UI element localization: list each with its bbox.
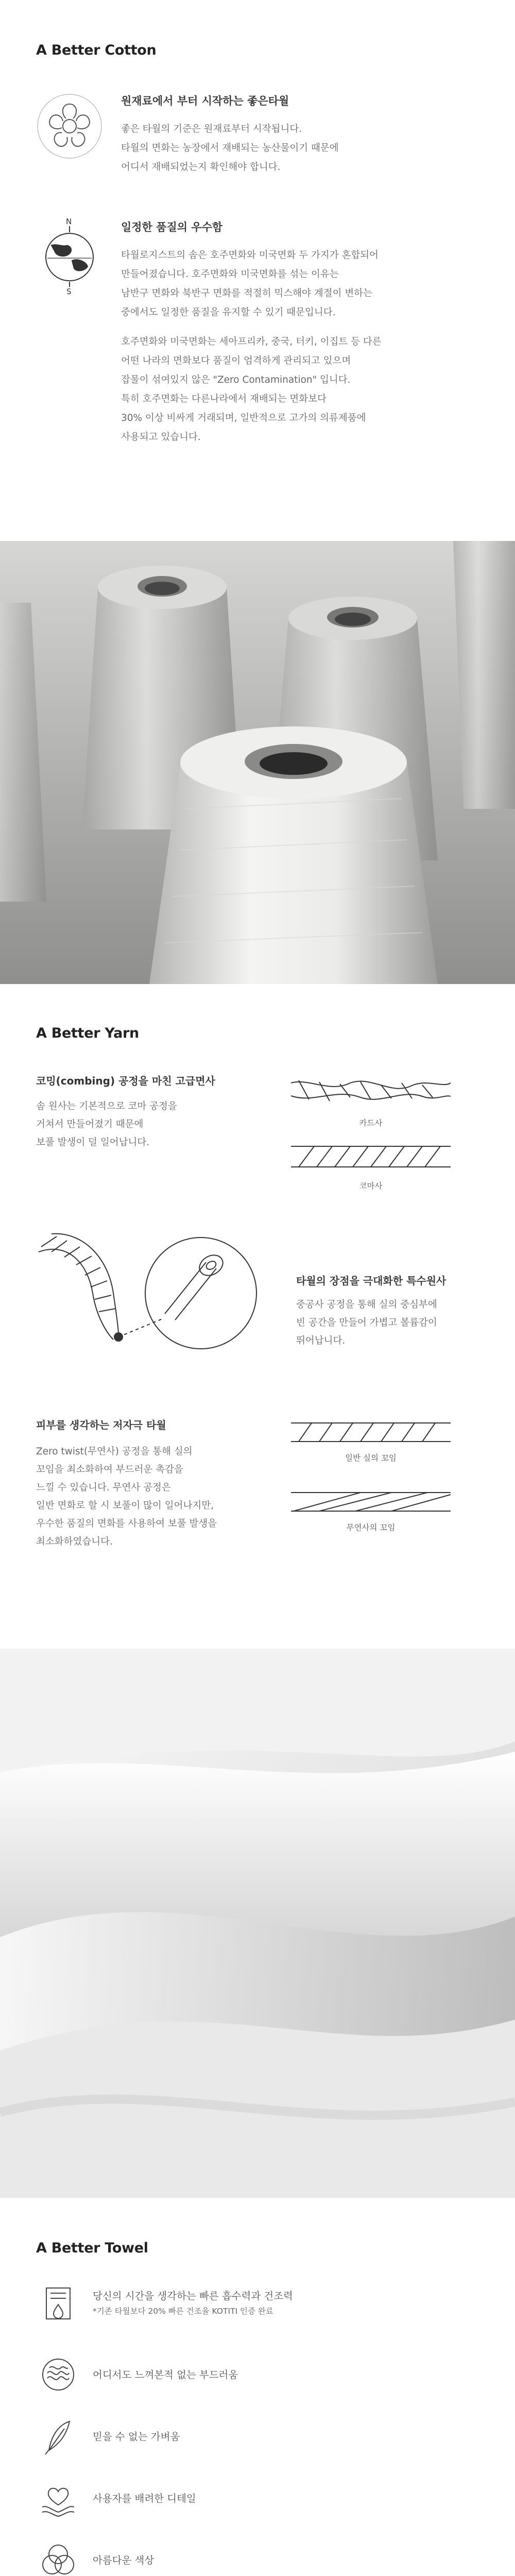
combing-body: 솜 원사는 기본적으로 코마 공정을 거쳐서 만들어졌기 때문에 보풀 발생이 덜 일어납니다. (36, 1101, 177, 1148)
hollow-yarn-body: 중공사 공정을 통해 실의 중심부에 빈 공간을 만들어 가볍고 볼륨감이 뛰어납니다. (296, 1299, 437, 1346)
carded-yarn-label: 카드사 (359, 1118, 383, 1128)
zero-twist-illustration (288, 1486, 453, 1543)
combing-heading: 코밍(combing) 공정을 마친 고급면사 (36, 1075, 215, 1087)
yarn-cones-photo (0, 541, 515, 984)
color-circles-icon (36, 2538, 80, 2576)
towel-feature-title: 당신의 시간을 생각하는 빠른 흡수력과 건조력 (93, 2290, 293, 2302)
towel-section (0, 2198, 515, 2576)
yarn-section (0, 984, 515, 1649)
consistent-quality-heading: 일정한 품질의 우수함 (121, 221, 223, 233)
raw-material-heading: 원재료에서 부터 시작하는 좋은타월 (121, 95, 289, 107)
towel-photo (0, 1649, 515, 2198)
raw-material-body: 좋은 타월의 기준은 원재료부터 시작됩니다. 타월의 면화는 농장에서 재배되는 농산물이기 때문에 어디서 재배되었는지 확인해야 합니다. (121, 124, 339, 173)
combed-yarn-label: 코마사 (359, 1181, 383, 1191)
cotton-section (0, 0, 515, 541)
zero-twist-heading: 피부를 생각하는 저자극 타월 (36, 1419, 166, 1431)
towel-feature-absorbency (36, 2283, 489, 2334)
towel-feature-title: 어디서도 느껴본적 없는 부드러움 (93, 2369, 238, 2381)
consistent-quality-body-2: 호주면화와 미국면화는 세아프리카, 중국, 터키, 이집트 등 다른 어떤 나라의 면화보다 품질이 엄격하게 관리되고 있으며 잡물이 섞여있지 않은 "Zero Contamination" 입니다. 특히 호주면화는 다른나라에서 재배되는 면화보다 30% 이상 비싸게 거래되며, 일반적으로 고가의 의류제품에 사용되고 있습니다. (121, 336, 382, 443)
cotton-flower-icon (36, 93, 103, 160)
raw-material-feature (36, 93, 479, 196)
zero-twist-body: Zero twist(무연사) 공정을 통해 실의 꼬임을 최소화하여 부드러운 촉감을 느낄 수 있습니다. 무연사 공정은 일반 면화로 할 시 보풀이 많이 일어나지만, 우수한 품질의 면화를 사용하여 보풀 발생을 최소화하였습니다. (36, 1446, 217, 1547)
yarn-section-title: A Better Yarn (36, 1025, 139, 1041)
zero-twist-label: 무연사의 꼬임 (346, 1523, 396, 1532)
towel-feature-title: 아름다운 색상 (93, 2554, 154, 2566)
compass-south-label: S (66, 287, 72, 294)
consistent-quality-body-1: 타월로지스트의 솜은 호주면화와 미국면화 두 가지가 혼합되어 만들어졌습니다. 호주면화와 미국면화를 섞는 이유는 남반구 면화와 북반구 면화를 적절히 믹스해야 계절이 변하는 중에서도 일정한 품질을 유지할 수 있기 때문입니다. (121, 250, 379, 318)
heart-hands-icon (36, 2476, 80, 2520)
normal-twist-label: 일반 실의 꼬임 (345, 1453, 397, 1463)
combed-yarn-illustration (288, 1139, 453, 1195)
towel-feature-color (36, 2538, 489, 2576)
feather-icon (36, 2414, 80, 2459)
towel-feature-title: 믿을 수 없는 가벼움 (93, 2431, 180, 2443)
towel-feature-softness (36, 2352, 489, 2404)
globe-compass-icon (36, 217, 103, 294)
compass-north-label: N (66, 217, 72, 226)
normal-twist-illustration (288, 1417, 453, 1473)
consistent-quality-feature (36, 219, 479, 477)
towel-feature-title: 사용자를 배려한 디테일 (93, 2493, 196, 2504)
softness-icon (36, 2352, 80, 2397)
carded-yarn-illustration (288, 1073, 453, 1129)
hollow-yarn-illustration (36, 1231, 258, 1365)
drop-icon (36, 2283, 80, 2327)
towel-feature-lightness (36, 2414, 489, 2466)
hollow-yarn-heading: 타월의 장점을 극대화한 특수원사 (296, 1275, 447, 1287)
towel-feature-detail (36, 2476, 489, 2528)
towel-feature-note: *기존 타월보다 20% 빠른 건조율 KOTITI 인증 완료 (93, 2307, 273, 2316)
towel-section-title: A Better Towel (36, 2240, 148, 2256)
cotton-section-title: A Better Cotton (36, 42, 157, 58)
